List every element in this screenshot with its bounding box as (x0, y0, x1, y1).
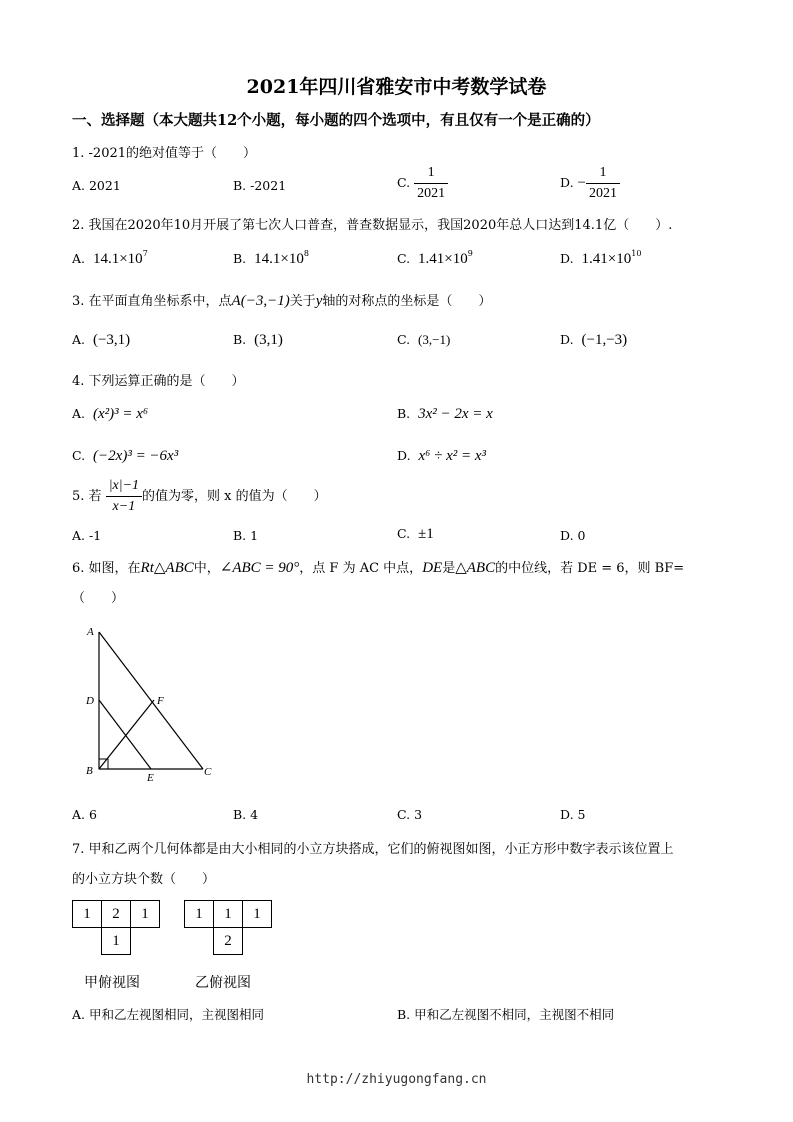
q6-triangle-figure (82, 622, 222, 787)
q4-option-a (72, 406, 148, 423)
option-value: (−2x)³ = −6x³ (93, 448, 179, 464)
label-e: E (147, 772, 154, 784)
triangle-name: △ABC (455, 560, 496, 576)
option-value: 1.41×10 (418, 251, 468, 267)
q2-stem: 2. 我国在2020年10月开展了第七次人口普查，普查数据显示，我国2020年总人口达到14.1亿（ ）. (72, 218, 673, 233)
q1-option-c-label: C. (397, 175, 411, 190)
option-label: A. (72, 332, 86, 347)
grid-empty (185, 928, 214, 955)
fraction-denominator: x−1 (106, 496, 142, 515)
q7-option-a: A. 甲和乙左视图相同，主视图相同 (72, 1007, 264, 1022)
fraction-denominator: 2021 (586, 183, 620, 202)
option-label: B. (397, 406, 411, 421)
q1-option-a: A. 2021 (72, 178, 121, 193)
axis-variable: y (315, 293, 323, 309)
grid-cell: 1 (131, 901, 160, 928)
label-f: F (157, 695, 164, 707)
option-value: 14.1×10 (254, 251, 304, 267)
option-label: A. (72, 406, 86, 421)
fraction-numerator: 1 (427, 165, 435, 180)
triangle-name: Rt△ABC (140, 560, 194, 576)
page-title: 2021年四川省雅安市中考数学试卷 (246, 76, 547, 98)
q7-stem-line1: 7. 甲和乙两个几何体都是由大小相同的小立方块搭成，它们的俯视图如图，小正方形中数字表示该位置上 (72, 842, 674, 857)
option-value: 1.41×10 (581, 251, 632, 267)
fraction-denominator: 2021 (414, 183, 448, 202)
stem-text: 轴的对称点的坐标是（ ） (322, 294, 492, 309)
minus-sign: − (577, 175, 587, 191)
option-label: A. (72, 251, 86, 266)
q4-option-c (72, 448, 178, 465)
stem-text: 的值为零，则 x 的值为（ ） (142, 489, 327, 504)
q5-option-d: D. 0 (560, 528, 586, 543)
option-value: (−3,1) (92, 332, 131, 348)
option-label: B. (233, 332, 247, 347)
fraction-numerator: |x|−1 (108, 478, 140, 493)
q1-option-d-fraction (586, 165, 620, 202)
option-value: 3x² − 2x = x (418, 406, 493, 422)
q3-option-a (72, 332, 130, 349)
section-heading: 一、选择题（本大题共12个小题，每小题的四个选项中，有且仅有一个是正确的） (72, 112, 600, 129)
q3-option-d (560, 332, 627, 349)
q6-option-a: A. 6 (72, 807, 97, 822)
q5-fraction (106, 478, 142, 515)
grid-cell: 1 (214, 901, 243, 928)
grid-empty (131, 928, 160, 955)
exponent: 10 (631, 249, 642, 258)
footer-url: http://zhiyugongfang.cn (306, 1072, 487, 1087)
q1-option-d (560, 165, 620, 202)
grid-empty (73, 928, 102, 955)
jia-top-view-grid (72, 900, 160, 955)
grid-cell: 1 (243, 901, 272, 928)
stem-text: ，点 F 为 AC 中点， (299, 561, 423, 576)
option-value: 14.1×10 (92, 251, 143, 267)
segment-ac (99, 632, 203, 769)
stem-text: 的中位线，若 DE = 6，则 BF= (495, 561, 685, 576)
q4-option-d (397, 448, 486, 465)
q6-option-c: C. 3 (397, 807, 423, 822)
option-value: (x²)³ = x⁶ (92, 406, 149, 422)
q6-stem-line2: （ ） (72, 591, 125, 606)
option-label: C. (397, 526, 411, 541)
exponent: 8 (303, 249, 309, 258)
segment-de: DE (422, 560, 443, 576)
option-value: (−1,−3) (581, 332, 628, 348)
q2-option-c (397, 251, 473, 268)
q5-option-b: B. 1 (233, 528, 259, 543)
q4-stem: 4. 下列运算正确的是（ ） (72, 374, 245, 389)
exponent: 9 (467, 249, 473, 258)
yi-caption: 乙俯视图 (195, 975, 251, 991)
q1-option-b: B. -2021 (233, 178, 287, 193)
angle-expression: ∠ABC = 90° (219, 560, 300, 576)
stem-text: 3. 在平面直角坐标系中，点 (72, 294, 232, 309)
q1-option-c-fraction (414, 165, 448, 202)
q3-option-c (397, 332, 450, 348)
q3-stem (72, 290, 491, 310)
stem-text: 5. 若 (72, 489, 102, 504)
option-label: C. (397, 251, 411, 266)
option-label: D. (397, 448, 411, 463)
grid-cell: 1 (102, 928, 131, 955)
q7-option-b: B. 甲和乙左视图不相同，主视图不相同 (397, 1007, 615, 1022)
q3-option-b (233, 332, 283, 349)
option-value: (3,1) (254, 332, 283, 348)
q4-option-b (397, 406, 493, 423)
yi-top-view-grid (184, 900, 272, 955)
option-label: D. (560, 251, 574, 266)
label-d: D (86, 695, 94, 707)
grid-empty (243, 928, 272, 955)
option-label: D. (560, 332, 574, 347)
option-label: B. (233, 251, 247, 266)
exponent: 7 (142, 249, 148, 258)
q6-option-d: D. 5 (560, 807, 586, 822)
q1-option-c (397, 165, 448, 202)
q5-option-c (397, 526, 434, 543)
option-label: C. (72, 448, 86, 463)
point-a: A(−3,−1) (231, 293, 290, 309)
q1-stem: 1. -2021的绝对值等于（ ） (72, 146, 257, 161)
stem-text: 中， (193, 561, 220, 576)
jia-caption: 甲俯视图 (84, 975, 140, 991)
q6-option-b: B. 4 (233, 807, 259, 822)
stem-text: 6. 如图，在 (72, 561, 141, 576)
option-value: ±1 (418, 526, 434, 542)
grid-cell: 1 (73, 901, 102, 928)
q5-stem (72, 478, 327, 515)
label-a: A (87, 626, 94, 638)
grid-cell: 1 (185, 901, 214, 928)
q5-option-a: A. -1 (72, 528, 102, 543)
q2-option-d (560, 251, 641, 268)
grid-cell: 2 (214, 928, 243, 955)
q2-option-b (233, 251, 309, 268)
stem-text: 关于 (289, 294, 316, 309)
q7-stem-line2: 的小立方块个数（ ） (72, 872, 216, 887)
q6-stem-line1 (72, 557, 684, 577)
label-b: B (86, 765, 93, 777)
option-value: (3,−1) (418, 332, 451, 347)
option-value: x⁶ ÷ x² = x³ (418, 448, 487, 464)
grid-cell: 2 (102, 901, 131, 928)
label-c: C (204, 766, 212, 778)
q1-option-d-label: D. (560, 175, 574, 190)
stem-text: 是 (442, 561, 456, 576)
q2-option-a (72, 251, 148, 268)
option-label: C. (397, 332, 411, 347)
fraction-numerator: 1 (599, 165, 607, 180)
